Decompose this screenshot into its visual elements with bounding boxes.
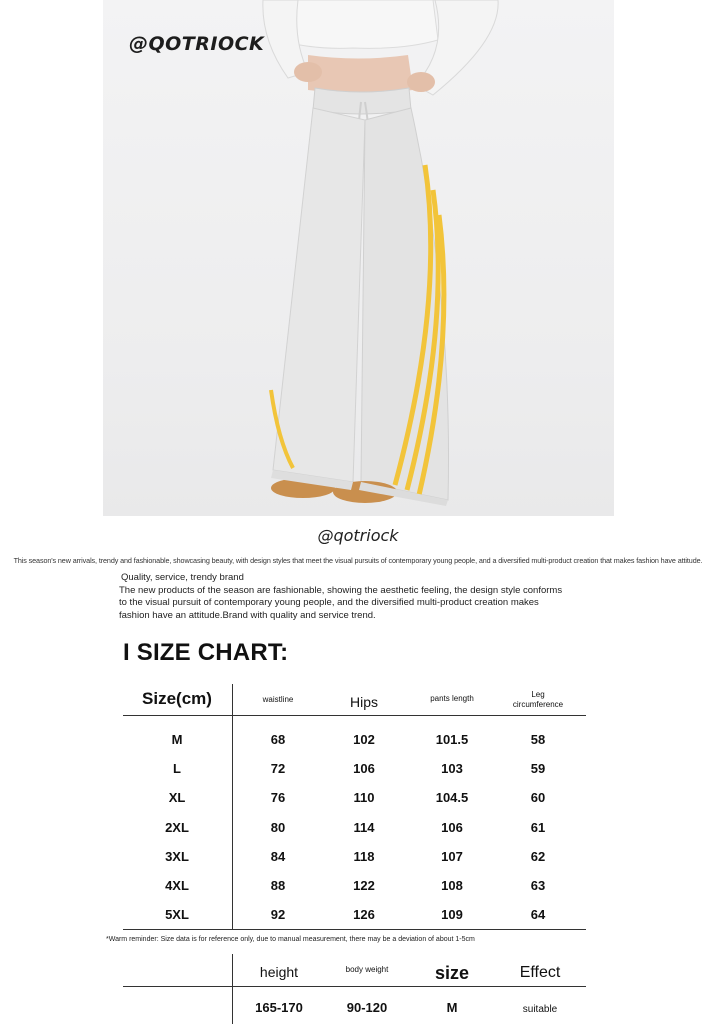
cell-length: 107 <box>441 848 463 864</box>
cell-hips: 106 <box>353 761 375 777</box>
header-effect: Effect <box>519 964 561 981</box>
size-chart-title: I SIZE CHART: <box>123 639 289 666</box>
header-pants-length: pants length <box>430 694 474 703</box>
brand-description-line: fashion have an attitude.Brand with quality and service trend. <box>119 609 376 621</box>
cell-hips: 118 <box>353 848 375 864</box>
cell-hips: 126 <box>353 907 375 923</box>
divider <box>123 715 586 716</box>
header-height: height <box>259 964 299 980</box>
header-hips: Hips <box>349 694 378 710</box>
warm-reminder: *Warm reminder: Size data is for reference only, due to manual measurement, there may be a deviation of about 1-5cm <box>106 936 475 943</box>
cell-leg: 62 <box>530 848 546 864</box>
table-row <box>123 876 586 896</box>
header-size: size <box>434 963 470 983</box>
brand-description-line: The new products of the season are fashionable, showing the aesthetic feeling, the design style conforms <box>119 585 563 596</box>
brand-handle: @qotriock <box>317 526 399 545</box>
cell-length: 106 <box>441 819 463 835</box>
cell-leg: 58 <box>530 732 546 747</box>
cell-waist: 80 <box>270 819 286 835</box>
size-table <box>123 684 586 930</box>
table-row <box>123 730 586 750</box>
divider <box>123 929 586 930</box>
brand-watermark: @QOTRIOCK <box>129 33 265 55</box>
size-table-header <box>123 684 586 715</box>
cell-hips: 122 <box>353 878 375 893</box>
cell-size: 3XL <box>165 848 189 864</box>
pants-illustration <box>103 0 614 516</box>
table-row <box>123 759 586 779</box>
cell-waist: 88 <box>270 878 286 893</box>
cell-size: M <box>446 1000 458 1015</box>
table-row <box>123 788 586 808</box>
table-row <box>123 847 586 867</box>
cell-waist: 76 <box>270 790 286 806</box>
cell-size: 2XL <box>165 819 189 835</box>
header-size: Size(cm) <box>142 689 212 708</box>
cell-waist: 72 <box>270 761 286 777</box>
cell-waist: 92 <box>270 907 286 923</box>
header-leg-circumference <box>493 690 583 710</box>
cell-hips: 102 <box>353 732 375 747</box>
table-row <box>123 998 586 1018</box>
cell-length: 109 <box>441 907 463 923</box>
brand-subtitle: Quality, service, trendy brand <box>121 572 244 583</box>
header-leg-line: Leg <box>531 690 545 699</box>
cell-hips: 114 <box>353 819 375 835</box>
cell-weight: 90-120 <box>346 1000 388 1015</box>
cell-leg: 60 <box>530 790 546 806</box>
fit-table <box>123 954 586 1024</box>
table-row <box>123 818 586 838</box>
cell-size: 5XL <box>165 907 189 923</box>
cell-leg: 61 <box>530 819 546 835</box>
brand-description-line: to the visual pursuit of contemporary young people, and the diversified multi-product creation makes <box>119 597 539 609</box>
cell-leg: 64 <box>530 907 546 923</box>
cell-leg: 59 <box>530 761 546 777</box>
cell-length: 101.5 <box>435 732 469 747</box>
divider <box>123 986 586 987</box>
cell-size: 4XL <box>165 878 189 893</box>
cell-effect: suitable <box>522 1004 558 1015</box>
header-leg-line: circumference <box>512 700 564 709</box>
cell-leg: 63 <box>530 878 546 893</box>
cell-height: 165-170 <box>255 1000 303 1015</box>
cell-size: M <box>171 732 183 747</box>
header-waistline: waistline <box>262 695 294 704</box>
cell-waist: 68 <box>270 732 286 747</box>
cell-hips: 110 <box>353 790 375 806</box>
table-row <box>123 905 586 925</box>
cell-size: XL <box>168 790 186 806</box>
cell-length: 103 <box>441 761 463 777</box>
cell-length: 108 <box>441 878 463 893</box>
product-photo <box>103 0 614 516</box>
cell-length: 104.5 <box>435 790 469 806</box>
header-body-weight: body weight <box>345 965 389 974</box>
brand-description <box>119 585 579 622</box>
brand-tagline: This season's new arrivals, trendy and fashionable, showcasing beauty, with design styles that meet the visual pursuits of contemporary young people, and a diversified multi-product creation that makes fashion have attitude. <box>13 556 703 565</box>
cell-waist: 84 <box>270 848 286 864</box>
cell-size: L <box>173 761 181 777</box>
